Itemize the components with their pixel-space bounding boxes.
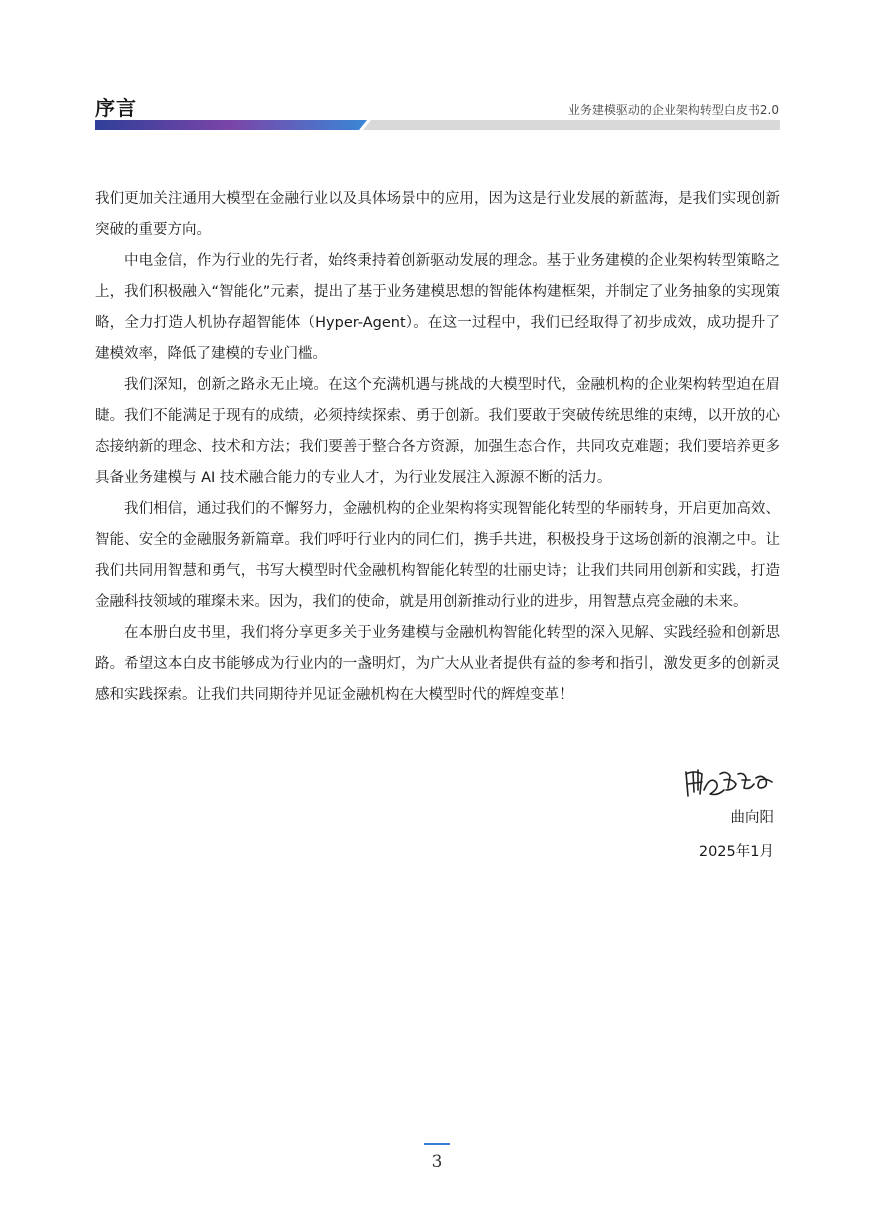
document-subtitle: 业务建模驱动的企业架构转型白皮书2.0 — [567, 103, 779, 117]
page-number-accent-line — [424, 1143, 450, 1145]
author-name: 曲向阳 — [730, 810, 774, 826]
paragraph-5: 在本册白皮书里，我们将分享更多关于业务建模与金融机构智能化转型的深入见解、实践经验和创新思路。希望这本白皮书能够成为行业内的一盏明灯，为广大从业者提供有益的参考和指引，激发更多的创新灵感和实践探索。让我们共同期待并见证金融机构在大模型时代的辉煌变革！ — [95, 625, 780, 703]
page-title: 序言 — [95, 96, 137, 120]
header-decorative-bar — [95, 120, 780, 130]
paragraph-2: 中电金信，作为行业的先行者，始终秉持着创新驱动发展的理念。基于业务建模的企业架构转型策略之上，我们积极融入“智能化”元素，提出了基于业务建模思想的智能体构建框架，并制定了业务抽象的实现策略，全力打造人机协存超智能体（Hyper-Agent）。在这一过程中，我们已经取得了初步成效，成功提升了建模效率，降低了建模的专业门槛。 — [95, 253, 780, 362]
preface-body — [95, 184, 780, 711]
paragraph-4: 我们相信，通过我们的不懈努力，金融机构的企业架构将实现智能化转型的华丽转身，开启更加高效、智能、安全的金融服务新篇章。我们呼吁行业内的同仁们，携手共进，积极投身于这场创新的浪潮之中。让我们共同用智慧和勇气，书写大模型时代金融机构智能化转型的壮丽史诗；让我们共同用创新和实践，打造金融科技领域的璀璨未来。因为，我们的使命，就是用创新推动行业的进步，用智慧点亮金融的未来。 — [95, 501, 780, 610]
handwritten-signature-icon — [680, 760, 780, 810]
signature-date: 2025年1月 — [698, 844, 774, 860]
paragraph-1: 我们更加关注通用大模型在金融行业以及具体场景中的应用，因为这是行业发展的新蓝海，是我们实现创新突破的重要方向。 — [95, 191, 780, 238]
page-number: 3 — [431, 1152, 443, 1172]
paragraph-3: 我们深知，创新之路永无止境。在这个充满机遇与挑战的大模型时代，金融机构的企业架构转型迫在眉睫。我们不能满足于现有的成绩，必须持续探索、勇于创新。我们要敢于突破传统思维的束缚，以开放的心态接纳新的理念、技术和方法；我们要善于整合各方资源，加强生态合作，共同攻克难题；我们要培养更多具备业务建模与 AI 技术融合能力的专业人才，为行业发展注入源源不断的活力。 — [95, 377, 780, 486]
